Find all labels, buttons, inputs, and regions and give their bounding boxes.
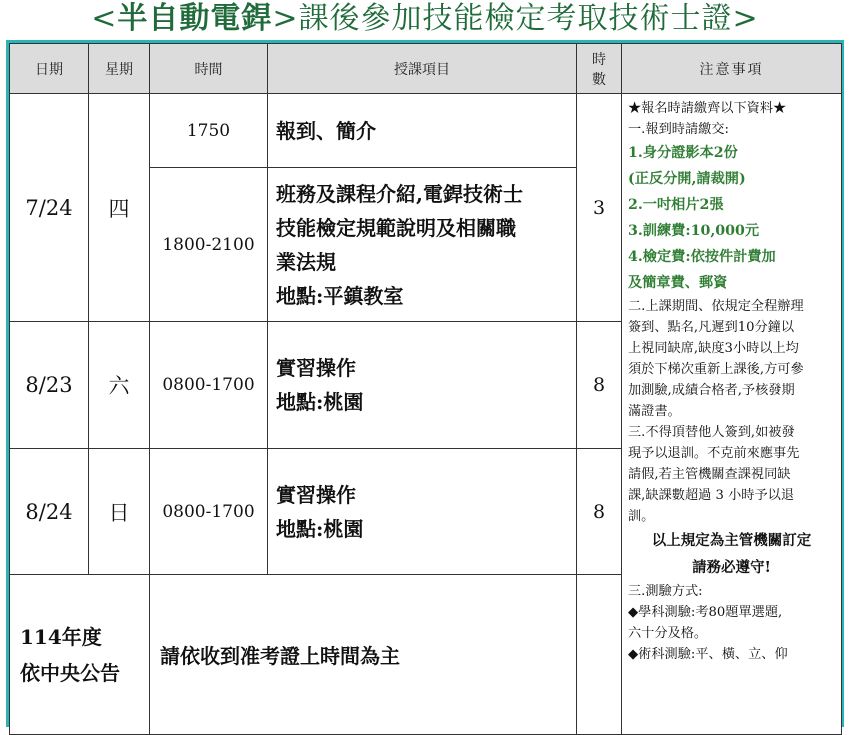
- title-highlight: 半自動電銲: [117, 1, 273, 36]
- date-cell: 7/24: [10, 94, 89, 322]
- weekday-cell: 日: [89, 449, 150, 575]
- hours-cell: 8: [577, 322, 622, 449]
- notes-sec3-line: 課,缺課數超過 3 小時予以退: [628, 488, 795, 503]
- notes-sec2-line: 加測驗,成績合格者,予核發期: [628, 383, 795, 398]
- notes-sec4-line: ◆術科測驗:平、橫、立、仰: [628, 647, 788, 662]
- notes-sec2-line: 二.上課期間、依規定全程辦理: [628, 299, 804, 314]
- notes-sec2-line: 須於下梯次重新上課後,方可參: [628, 362, 804, 377]
- time-cell: 1800-2100: [150, 168, 268, 322]
- header-time: 時間: [150, 44, 268, 94]
- schedule-table: [9, 43, 842, 735]
- topic-cell: [268, 449, 577, 575]
- time-cell: 1750: [150, 94, 268, 168]
- hours-cell: 8: [577, 449, 622, 575]
- topic-line: 技能檢定規範說明及相關職: [276, 215, 516, 240]
- time-cell: 0800-1700: [150, 322, 268, 449]
- header-hours-line1: 時: [592, 51, 606, 68]
- date-cell: 8/24: [10, 449, 89, 575]
- notes-sec4-line: 六十分及格。: [628, 626, 708, 641]
- weekday-cell: 四: [89, 94, 150, 322]
- notes-cell: [622, 94, 842, 735]
- hours-cell: 3: [577, 94, 622, 322]
- topic-line: 報到、簡介: [276, 118, 376, 143]
- header-row: [10, 44, 842, 94]
- topic-line: 實習操作: [276, 482, 356, 507]
- notes-sec3-line: 現予以退訓。不克前來應事先: [628, 446, 800, 461]
- notes-sec1-item: 3.訓練費:10,000元: [628, 223, 760, 239]
- notes-sec1-title: 一.報到時請繳交:: [628, 122, 729, 137]
- notes-sec4-line: ◆學科測驗:考80題單選題,: [628, 605, 783, 620]
- notes-sec3-line: 三.不得頂替他人簽到,如被發: [628, 425, 795, 440]
- page-title: [0, 0, 850, 38]
- topic-cell: [268, 322, 577, 449]
- notes-bold-line: 以上規定為主管機關訂定: [651, 532, 812, 549]
- topic-line: 班務及課程介紹,電銲技術士: [276, 181, 523, 206]
- notes-sec1-item: 4.檢定費:依按件計費加: [628, 249, 776, 265]
- notes-sec3-line: 請假,若主管機關查課視同缺: [628, 467, 791, 482]
- weekday-cell: 六: [89, 322, 150, 449]
- topic-line: 地點:桃園: [276, 390, 364, 414]
- year-line: 114年度: [20, 624, 102, 649]
- empty-hours-cell: [577, 575, 622, 735]
- title-rest: 課後參加技能檢定考取技術士證>: [298, 1, 759, 36]
- header-weekday: 星期: [89, 44, 150, 94]
- notes-sec2-line: 上視同缺席,缺度3小時以上均: [628, 341, 799, 356]
- notes-bold-line: 請務必遵守!: [692, 559, 771, 576]
- header-notes: 注意事項: [622, 44, 842, 94]
- topic-line: 地點:桃園: [276, 516, 364, 541]
- title-open: <: [91, 1, 118, 36]
- topic-cell: [268, 94, 577, 168]
- topic-line: 地點:平鎮教室: [276, 283, 404, 308]
- notes-sec4-title: 三.測驗方式:: [628, 584, 703, 599]
- notes-sec3-line: 訓。: [628, 509, 655, 524]
- header-hours-line2: 數: [592, 71, 606, 88]
- title-close: >: [272, 1, 299, 36]
- notes-heading: ★報名時請繳齊以下資料★: [628, 101, 787, 116]
- notes-sec1-item: 1.身分證影本2份: [628, 145, 738, 161]
- time-cell: 0800-1700: [150, 449, 268, 575]
- notes-sec1-item: 及簡章費、郵資: [628, 275, 728, 291]
- topic-cell: [268, 168, 577, 322]
- year-cell: [10, 575, 150, 735]
- notes-sec2-line: 滿證書。: [628, 404, 681, 419]
- notes-sec1-item: (正反分開,請裁開): [628, 171, 746, 187]
- notes-sec2-line: 簽到、點名,凡遲到10分鐘以: [628, 320, 795, 335]
- topic-line: 業法規: [276, 249, 336, 274]
- follow-notice-cell: 請依收到准考證上時間為主: [150, 575, 577, 735]
- notes-sec1-item: 2.一吋相片2張: [628, 197, 724, 213]
- table-row: [10, 94, 842, 168]
- header-hours: [577, 44, 622, 94]
- topic-line: 實習操作: [276, 356, 356, 380]
- announce-line: 依中央公告: [20, 660, 120, 685]
- date-cell: 8/23: [10, 322, 89, 449]
- header-date: 日期: [10, 44, 89, 94]
- header-topic: 授課項目: [268, 44, 577, 94]
